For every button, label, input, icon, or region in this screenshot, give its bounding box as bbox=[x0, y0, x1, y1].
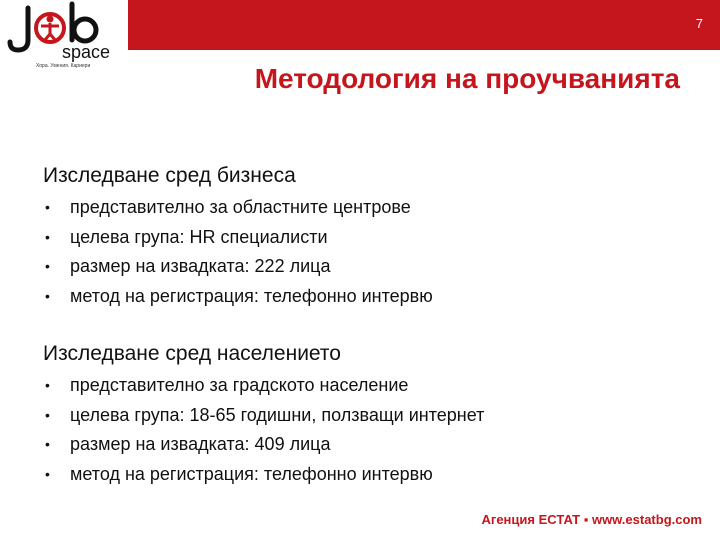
footer-credit: Агенция ЕСТАТ ▪ www.estatbg.com bbox=[481, 512, 702, 527]
slide-title: Методология на проучванията bbox=[254, 63, 680, 94]
bullet-icon: • bbox=[45, 287, 50, 304]
logo-wordmark-space: space bbox=[62, 42, 111, 62]
bullet-icon: • bbox=[45, 199, 50, 215]
bullet-icon: • bbox=[45, 377, 50, 393]
bullet-icon: • bbox=[45, 258, 50, 274]
section-heading-business: Изследване сред бизнеса bbox=[43, 164, 296, 187]
bullet-icon: • bbox=[45, 465, 50, 482]
jobspace-logo bbox=[6, 0, 124, 70]
logo-tagline: Хора. Умения. Кариери bbox=[36, 63, 91, 69]
bullet-icon: • bbox=[45, 436, 50, 452]
bullet-icon: • bbox=[45, 228, 50, 245]
header-bar bbox=[128, 0, 720, 50]
slide-number: 7 bbox=[695, 16, 703, 31]
jobspace-logo-graphic bbox=[6, 0, 124, 70]
section-heading-population: Изследване сред населението bbox=[43, 342, 341, 365]
bullet-icon: • bbox=[45, 406, 50, 423]
